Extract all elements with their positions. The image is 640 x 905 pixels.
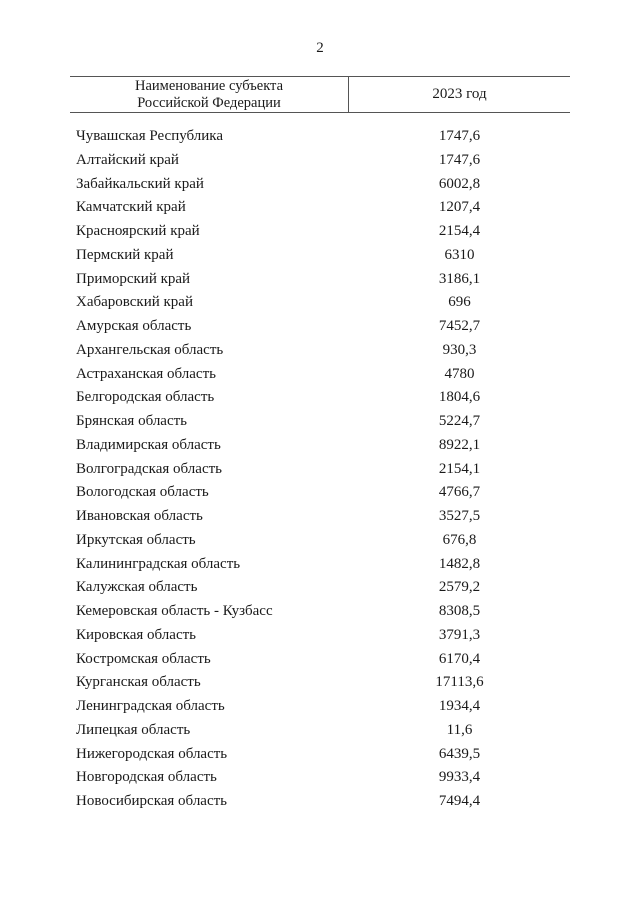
region-value-2023: 6439,5 xyxy=(438,745,481,762)
table-row xyxy=(0,672,640,696)
region-value-2023: 1207,4 xyxy=(438,199,481,216)
region-value-2023: 7452,7 xyxy=(438,318,481,334)
header-region-name-line2: Российской Федерации xyxy=(137,94,281,111)
region-value-2023: 4766,7 xyxy=(438,484,481,501)
region-name: Астраханская область xyxy=(76,365,216,382)
table-row xyxy=(0,554,640,578)
region-value-2023: 4780 xyxy=(444,365,475,382)
region-name: Калининградская область xyxy=(76,555,241,572)
region-value-2023: 1804,6 xyxy=(438,389,481,406)
region-value-2023: 696 xyxy=(448,294,471,311)
region-name: Забайкальский край xyxy=(76,175,204,192)
table-row xyxy=(0,530,640,554)
region-value-2023: 930,3 xyxy=(442,341,477,358)
region-value-2023: 676,8 xyxy=(442,531,477,548)
table-row xyxy=(0,364,640,388)
region-value-2023: 1934,4 xyxy=(438,698,481,714)
region-name: Брянская область xyxy=(76,413,188,429)
table-row xyxy=(0,316,640,340)
table-row xyxy=(0,744,640,768)
region-name: Кемеровская область - Кузбасс xyxy=(76,603,273,619)
region-name: Иркутская область xyxy=(76,531,196,548)
region-value-2023: 8308,5 xyxy=(438,603,481,619)
table-row xyxy=(0,696,640,720)
table-row xyxy=(0,340,640,364)
region-name: Ленинградская область xyxy=(76,698,225,714)
region-value-2023: 1747,6 xyxy=(438,151,481,168)
region-name: Приморский край xyxy=(76,270,191,287)
table-row xyxy=(0,126,640,150)
header-year: 2023 год xyxy=(432,86,487,102)
region-value-2023: 17113,6 xyxy=(435,674,484,691)
region-name: Липецкая область xyxy=(76,721,191,738)
region-name: Амурская область xyxy=(76,318,192,334)
region-value-2023: 9933,4 xyxy=(438,769,481,786)
table-row xyxy=(0,197,640,221)
table-row xyxy=(0,245,640,269)
region-name: Пермский край xyxy=(76,246,174,263)
region-value-2023: 2154,1 xyxy=(438,460,481,477)
table-row xyxy=(0,601,640,625)
table-row xyxy=(0,269,640,293)
table-row xyxy=(0,482,640,506)
region-name: Новосибирская область xyxy=(76,793,228,809)
table-row xyxy=(0,387,640,411)
region-value-2023: 1747,6 xyxy=(438,128,481,144)
region-value-2023: 8922,1 xyxy=(438,436,481,453)
region-value-2023: 3527,5 xyxy=(438,508,481,524)
region-value-2023: 11,6 xyxy=(446,721,473,738)
table-header xyxy=(70,76,570,113)
region-name: Алтайский край xyxy=(76,151,179,168)
region-name: Волгоградская область xyxy=(76,460,222,477)
table-row xyxy=(0,625,640,649)
table-row xyxy=(0,174,640,198)
table-row xyxy=(0,292,640,316)
table-row xyxy=(0,150,640,174)
header-region-name xyxy=(70,77,349,112)
table-row xyxy=(0,221,640,245)
region-name: Калужская область xyxy=(76,579,198,596)
header-region-name-line1: Наименование субъекта xyxy=(134,77,284,94)
region-value-2023: 1482,8 xyxy=(438,555,481,572)
region-value-2023: 7494,4 xyxy=(438,793,481,809)
region-value-2023: 3791,3 xyxy=(438,626,481,643)
region-name: Хабаровский край xyxy=(76,294,193,311)
region-name: Чувашская Республика xyxy=(76,128,224,144)
region-value-2023: 6310 xyxy=(444,246,475,263)
table-body xyxy=(0,126,640,815)
region-name: Красноярский край xyxy=(76,223,200,239)
table-row xyxy=(0,720,640,744)
region-name: Владимирская область xyxy=(76,436,221,453)
region-name: Костромская область xyxy=(76,650,211,667)
table-row xyxy=(0,435,640,459)
region-name: Вологодская область xyxy=(76,484,209,501)
table-row xyxy=(0,767,640,791)
region-name: Ивановская область xyxy=(76,508,203,524)
region-name: Нижегородская область xyxy=(76,745,228,762)
table-row xyxy=(0,577,640,601)
region-name: Кировская область xyxy=(76,626,197,643)
region-name: Архангельская область xyxy=(76,341,224,358)
region-value-2023: 6170,4 xyxy=(438,650,481,667)
region-value-2023: 2579,2 xyxy=(438,579,481,596)
table-row xyxy=(0,649,640,673)
region-name: Белгородская область xyxy=(76,389,215,406)
region-name: Новгородская область xyxy=(76,769,217,786)
region-value-2023: 5224,7 xyxy=(438,413,481,429)
region-value-2023: 2154,4 xyxy=(438,223,481,239)
table-row xyxy=(0,459,640,483)
region-name: Камчатский край xyxy=(76,199,186,216)
table-row xyxy=(0,791,640,815)
region-value-2023: 3186,1 xyxy=(438,270,481,287)
region-name: Курганская область xyxy=(76,674,201,691)
page-number: 2 xyxy=(316,40,324,56)
table-row xyxy=(0,411,640,435)
region-value-2023: 6002,8 xyxy=(438,175,481,192)
table-row xyxy=(0,506,640,530)
